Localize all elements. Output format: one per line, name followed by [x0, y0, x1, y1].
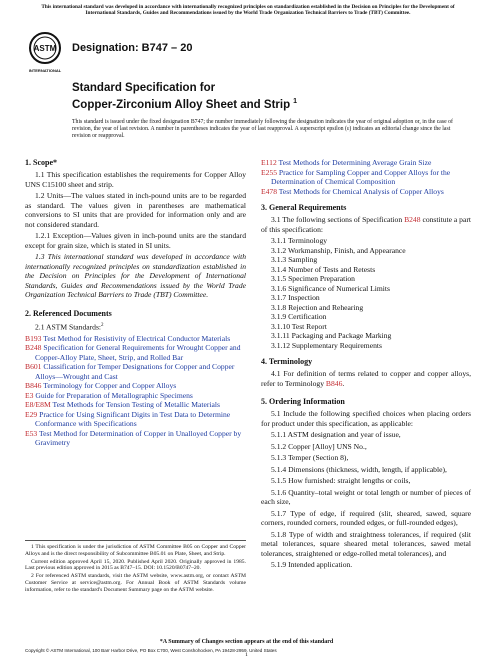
footnote-1-edition: Current edition approved April 15, 2020. Published April 2020. Originally approved in 1985. Last previous edition approved in 2015 as B747–15. DOI: 10.1520/B0747–20. — [25, 558, 246, 572]
paragraph-1-2-1: 1.2.1 Exception—Values given in inch-pound units are the standard except for grain size, which is stated in SI units. — [25, 231, 246, 250]
document-title — [72, 81, 297, 112]
list-item: 5.1.8 Type of width and straightness tolerances, if required (slit metal tolerances, square sheared metal tolerances, sawed metal tolerances, straightened or edge-rolled metal tolerances), and — [261, 529, 471, 558]
list-item: 3.1.9 Certification — [271, 312, 327, 321]
reference-item[interactable]: E478 Test Methods for Chemical Analysis of Copper Alloys — [261, 186, 444, 196]
designation: Designation: B747 – 20 — [72, 42, 193, 54]
left-column — [25, 158, 246, 448]
list-item: 5.1.3 Temper (Section 8), — [271, 453, 349, 462]
right-column — [261, 158, 471, 572]
list-item: 3.1.7 Inspection — [271, 293, 320, 302]
reference-item[interactable]: E8/E8M Test Methods for Tension Testing of Metallic Materials — [25, 400, 220, 410]
reference-item[interactable]: E29 Practice for Using Significant Digits in Test Data to Determine Conformance with Specifications — [25, 409, 231, 429]
general-requirements-list — [261, 236, 471, 350]
list-item: 3.1.2 Workmanship, Finish, and Appearance — [271, 245, 406, 255]
list-item: 5.1.5 How furnished: straight lengths or coils, — [271, 476, 411, 485]
list-item: 3.1.1 Terminology — [271, 236, 328, 245]
reference-item[interactable]: B193 Test Method for Resistivity of Electrical Conductor Materials — [25, 333, 231, 343]
section-heading-scope: 1. Scope* — [25, 158, 57, 167]
copyright: Copyright © ASTM International, 100 Barr Harbor Drive, PO Box C700, West Conshohocken, PA 19428-2959. United States — [25, 648, 277, 653]
reference-list-left — [25, 334, 246, 448]
paragraph-1-1: 1.1 This specification establishes the requirements for Copper Alloy UNS C15100 sheet and strip. — [25, 170, 246, 189]
ordering-list — [261, 430, 471, 570]
svg-text:ASTM: ASTM — [33, 44, 57, 53]
page-number: 1 — [245, 652, 248, 658]
list-item: 5.1.9 Intended application. — [271, 560, 353, 569]
paragraph-3-1: 3.1 The following sections of Specification B248 constitute a part of this specification: — [261, 215, 471, 234]
paragraph-5-1: 5.1 Include the following specified choices when placing orders for product under this specification, as applicable: — [261, 409, 471, 428]
section-heading-ordering-information: 5. Ordering Information — [261, 397, 345, 406]
reference-item[interactable]: B248 Specification for General Requirements for Wrought Copper and Copper-Alloy Plate, Sheet, Strip, and Rolled Bar — [25, 343, 241, 362]
paragraph-4-1: 4.1 For definition of terms related to copper and copper alloys, refer to Terminology B846. — [261, 369, 471, 388]
reference-item[interactable]: E53 Test Method for Determination of Copper in Unalloyed Copper by Gravimetry — [25, 428, 242, 448]
reference-item[interactable]: E255 Practice for Sampling Copper and Copper Alloys for the Determination of Chemical Composition — [261, 167, 451, 186]
list-item: 3.1.12 Supplementary Requirements — [271, 340, 382, 350]
summary-of-changes-note: *A Summary of Changes section appears at the end of this standard — [159, 639, 334, 645]
reference-item[interactable]: E3 Guide for Preparation of Metallographic Specimens — [25, 390, 193, 400]
logo-text: INTERNATIONAL — [28, 68, 62, 73]
section-heading-terminology: 4. Terminology — [261, 357, 313, 366]
paragraph-1-2: 1.2 Units—The values stated in inch-pound units are to be regarded as standard. The values given in parentheses are mathematical conversions to SI units that are provided for information only and are not considered standard. — [25, 191, 246, 229]
title-footnote-mark: 1 — [293, 98, 297, 105]
astm-standards-intro: 2.1 ASTM Standards:$^2$ — [35, 322, 104, 332]
reference-item[interactable]: E112 Test Methods for Determining Average Grain Size — [261, 158, 432, 167]
footnotes — [25, 540, 246, 595]
footnote-1: 1 This specification is under the jurisdiction of ASTM Committee B05 on Copper and Copper Alloys and is the direct responsibility of Subcommittee B05.01 on Plate, Sheet, and Strip. — [25, 544, 246, 557]
list-item: 5.1.4 Dimensions (thickness, width, length, if applicable), — [271, 464, 447, 474]
list-item: 3.1.8 Rejection and Rehearing — [271, 302, 364, 312]
paragraph-1-3: 1.3 This international standard was developed in accordance with internationally recognized principles on standardization established in the Decision on Principles for the Development of International Standards, Guides and Recommendations issued by the World Trade Organization Technical Barriers to Trade (TBT) Committee. — [25, 252, 246, 299]
issue-note: This standard is issued under the fixed designation B747; the number immediately following the designation indicates the year of original adoption or, in the case of revision, the year of last revision. A number in parentheses indicates the year of last reapproval. A superscript epsilon (ε) indicates an editorial change since the last revision or reapproval. — [72, 119, 453, 139]
international-standard-notice: This international standard was developed in accordance with internationally recognized principles on standardization established in the Decision on Principles for the Development of International Standards, Guides and Recommendations issued by the World Trade Organization Technical Barriers to Trade (TBT) Committee. — [41, 4, 455, 17]
list-item: 3.1.6 Significance of Numerical Limits — [271, 283, 390, 293]
b846-link[interactable]: B846 — [325, 378, 343, 388]
title-line-1: Standard Specification for — [72, 82, 216, 94]
title-line-2: Copper-Zirconium Alloy Sheet and Strip $^1$ — [72, 98, 297, 111]
reference-list-right — [261, 158, 471, 196]
footnote-2: 2 For referenced ASTM standards, visit the ASTM website, www.astm.org, or contact ASTM Customer Service at service@astm.org. For Annual Book of ASTM Standards volume information, refer to the standard's Document Summary page on the ASTM website. — [25, 573, 246, 593]
list-item: 3.1.11 Packaging and Package Marking — [271, 331, 392, 340]
astm-logo — [28, 30, 62, 76]
list-item: 3.1.4 Number of Tests and Retests — [271, 264, 376, 274]
reference-item[interactable]: B846 Terminology for Copper and Copper Alloys — [25, 381, 177, 391]
list-item: 5.1.6 Quantity–total weight or total length or number of pieces of each size, — [261, 487, 471, 506]
list-item: 5.1.1 ASTM designation and year of issue, — [271, 430, 401, 439]
list-item: 3.1.3 Sampling — [271, 255, 318, 264]
b248-link[interactable]: B248 — [404, 215, 421, 224]
section-heading-general-requirements: 3. General Requirements — [261, 203, 347, 212]
section-heading-referenced-documents: 2. Referenced Documents — [25, 308, 112, 318]
list-item: 5.1.2 Copper [Alloy] UNS No., — [271, 441, 367, 451]
list-item: 5.1.7 Type of edge, if required (slit, sheared, sawed, square corners, rounded corners, rounded edges, or full-rounded edges), — [261, 508, 471, 527]
list-item: 3.1.5 Specimen Preparation — [271, 274, 355, 283]
reference-item[interactable]: B601 Classification for Temper Designations for Copper and Copper Alloys—Wrought and Cast — [25, 362, 235, 381]
list-item: 3.1.10 Test Report — [271, 321, 327, 331]
